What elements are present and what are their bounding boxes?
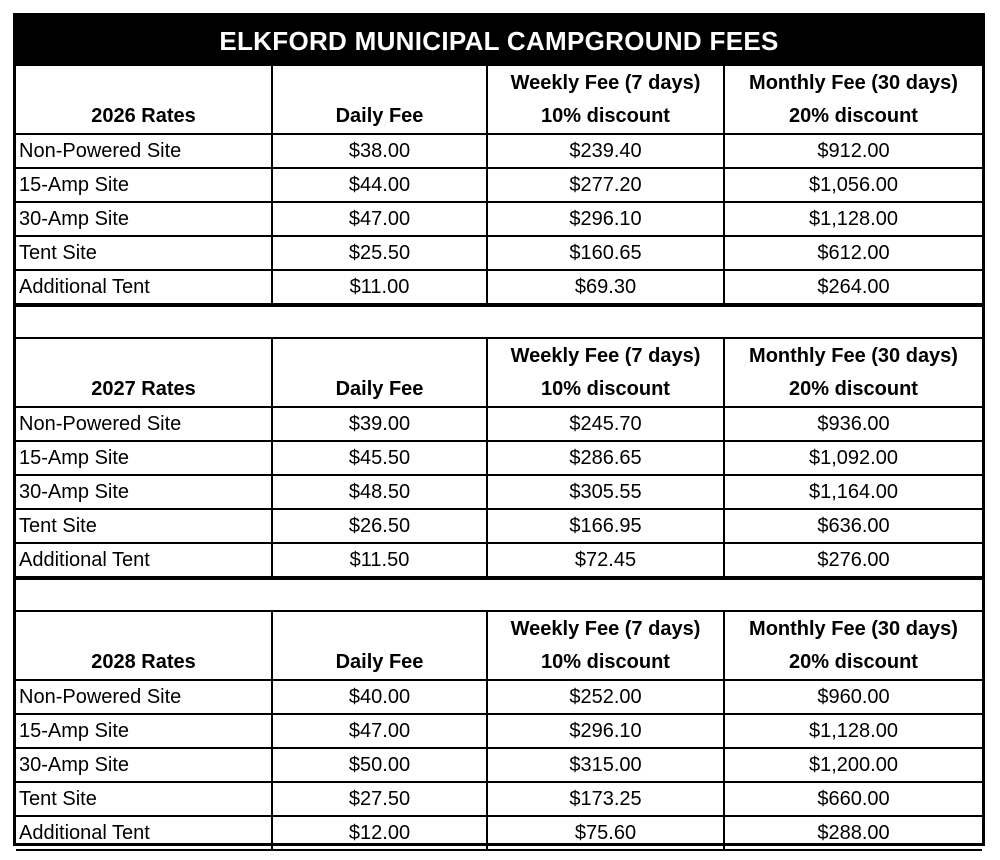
site-type-cell: Tent Site — [16, 782, 272, 816]
table-row — [16, 543, 982, 577]
weekly-fee-header — [487, 339, 724, 407]
table-row — [16, 134, 982, 168]
weekly-fee-cell: $296.10 — [487, 714, 724, 748]
monthly-fee-header — [724, 339, 982, 407]
daily-fee-header-text: Daily Fee — [335, 105, 424, 127]
weekly-fee-header-line1: Weekly Fee (7 days) — [510, 618, 701, 640]
table-row — [16, 407, 982, 441]
site-type-cell: 15-Amp Site — [16, 441, 272, 475]
monthly-fee-cell: $612.00 — [724, 236, 982, 270]
year-label — [16, 66, 272, 134]
monthly-fee-cell: $264.00 — [724, 270, 982, 304]
monthly-fee-cell: $1,164.00 — [724, 475, 982, 509]
daily-fee-header — [272, 612, 487, 680]
monthly-fee-cell: $936.00 — [724, 407, 982, 441]
weekly-fee-header-line2: 10% discount — [541, 651, 670, 673]
table-row — [16, 475, 982, 509]
rate-section — [16, 612, 982, 851]
daily-fee-cell: $11.50 — [272, 543, 487, 577]
monthly-fee-cell: $1,056.00 — [724, 168, 982, 202]
weekly-fee-cell: $72.45 — [487, 543, 724, 577]
site-type-cell: Tent Site — [16, 509, 272, 543]
table-row — [16, 441, 982, 475]
daily-fee-cell: $44.00 — [272, 168, 487, 202]
site-type-cell: Non-Powered Site — [16, 407, 272, 441]
rate-table — [16, 66, 982, 305]
monthly-fee-header-line1: Monthly Fee (30 days) — [749, 618, 958, 640]
site-type-cell: Additional Tent — [16, 816, 272, 850]
year-label-text: 2027 Rates — [91, 378, 196, 400]
daily-fee-cell: $50.00 — [272, 748, 487, 782]
monthly-fee-header-line2: 20% discount — [789, 105, 918, 127]
monthly-fee-cell: $636.00 — [724, 509, 982, 543]
weekly-fee-cell: $245.70 — [487, 407, 724, 441]
header-row — [16, 339, 982, 407]
weekly-fee-header-line2: 10% discount — [541, 378, 670, 400]
weekly-fee-cell: $305.55 — [487, 475, 724, 509]
daily-fee-cell: $40.00 — [272, 680, 487, 714]
page-title: ELKFORD MUNICIPAL CAMPGROUND FEES — [16, 16, 982, 66]
site-type-cell: Non-Powered Site — [16, 680, 272, 714]
monthly-fee-header-line2: 20% discount — [789, 378, 918, 400]
monthly-fee-header-line2: 20% discount — [789, 651, 918, 673]
weekly-fee-cell: $160.65 — [487, 236, 724, 270]
section-spacer — [16, 305, 982, 339]
daily-fee-cell: $11.00 — [272, 270, 487, 304]
monthly-fee-cell: $276.00 — [724, 543, 982, 577]
weekly-fee-cell: $315.00 — [487, 748, 724, 782]
daily-fee-header-text: Daily Fee — [335, 378, 424, 400]
weekly-fee-cell: $173.25 — [487, 782, 724, 816]
daily-fee-cell: $39.00 — [272, 407, 487, 441]
weekly-fee-cell: $252.00 — [487, 680, 724, 714]
daily-fee-cell: $47.00 — [272, 202, 487, 236]
weekly-fee-header-line1: Weekly Fee (7 days) — [510, 72, 701, 94]
table-row — [16, 202, 982, 236]
daily-fee-cell: $47.00 — [272, 714, 487, 748]
daily-fee-cell: $48.50 — [272, 475, 487, 509]
year-label-text: 2026 Rates — [91, 105, 196, 127]
table-row — [16, 680, 982, 714]
site-type-cell: Tent Site — [16, 236, 272, 270]
site-type-cell: Additional Tent — [16, 543, 272, 577]
year-label — [16, 612, 272, 680]
site-type-cell: 30-Amp Site — [16, 475, 272, 509]
weekly-fee-cell: $75.60 — [487, 816, 724, 850]
weekly-fee-header — [487, 66, 724, 134]
site-type-cell: 30-Amp Site — [16, 202, 272, 236]
monthly-fee-cell: $660.00 — [724, 782, 982, 816]
monthly-fee-header-line1: Monthly Fee (30 days) — [749, 345, 958, 367]
site-type-cell: Additional Tent — [16, 270, 272, 304]
weekly-fee-header — [487, 612, 724, 680]
monthly-fee-cell: $1,200.00 — [724, 748, 982, 782]
monthly-fee-header-line1: Monthly Fee (30 days) — [749, 72, 958, 94]
monthly-fee-cell: $1,128.00 — [724, 714, 982, 748]
rate-section — [16, 339, 982, 578]
table-row — [16, 509, 982, 543]
daily-fee-cell: $25.50 — [272, 236, 487, 270]
site-type-cell: 15-Amp Site — [16, 168, 272, 202]
site-type-cell: Non-Powered Site — [16, 134, 272, 168]
section-spacer — [16, 578, 982, 612]
daily-fee-header — [272, 66, 487, 134]
daily-fee-cell: $38.00 — [272, 134, 487, 168]
monthly-fee-cell: $1,092.00 — [724, 441, 982, 475]
monthly-fee-cell: $960.00 — [724, 680, 982, 714]
table-row — [16, 748, 982, 782]
weekly-fee-cell: $166.95 — [487, 509, 724, 543]
year-label — [16, 339, 272, 407]
weekly-fee-cell: $286.65 — [487, 441, 724, 475]
weekly-fee-cell: $239.40 — [487, 134, 724, 168]
table-row — [16, 236, 982, 270]
table-row — [16, 714, 982, 748]
header-row — [16, 66, 982, 134]
weekly-fee-cell: $296.10 — [487, 202, 724, 236]
monthly-fee-cell: $912.00 — [724, 134, 982, 168]
monthly-fee-header — [724, 66, 982, 134]
daily-fee-header — [272, 339, 487, 407]
daily-fee-cell: $12.00 — [272, 816, 487, 850]
weekly-fee-cell: $277.20 — [487, 168, 724, 202]
monthly-fee-header — [724, 612, 982, 680]
header-row — [16, 612, 982, 680]
weekly-fee-header-line1: Weekly Fee (7 days) — [510, 345, 701, 367]
rate-table — [16, 339, 982, 578]
monthly-fee-cell: $1,128.00 — [724, 202, 982, 236]
weekly-fee-header-line2: 10% discount — [541, 105, 670, 127]
weekly-fee-cell: $69.30 — [487, 270, 724, 304]
monthly-fee-cell: $288.00 — [724, 816, 982, 850]
daily-fee-cell: $26.50 — [272, 509, 487, 543]
table-row — [16, 782, 982, 816]
fee-sections — [16, 66, 982, 851]
daily-fee-cell: $27.50 — [272, 782, 487, 816]
table-row — [16, 270, 982, 304]
fee-sheet — [13, 13, 985, 846]
rate-section — [16, 66, 982, 305]
rate-table — [16, 612, 982, 851]
year-label-text: 2028 Rates — [91, 651, 196, 673]
table-row — [16, 816, 982, 850]
site-type-cell: 30-Amp Site — [16, 748, 272, 782]
daily-fee-cell: $45.50 — [272, 441, 487, 475]
table-row — [16, 168, 982, 202]
daily-fee-header-text: Daily Fee — [335, 651, 424, 673]
site-type-cell: 15-Amp Site — [16, 714, 272, 748]
